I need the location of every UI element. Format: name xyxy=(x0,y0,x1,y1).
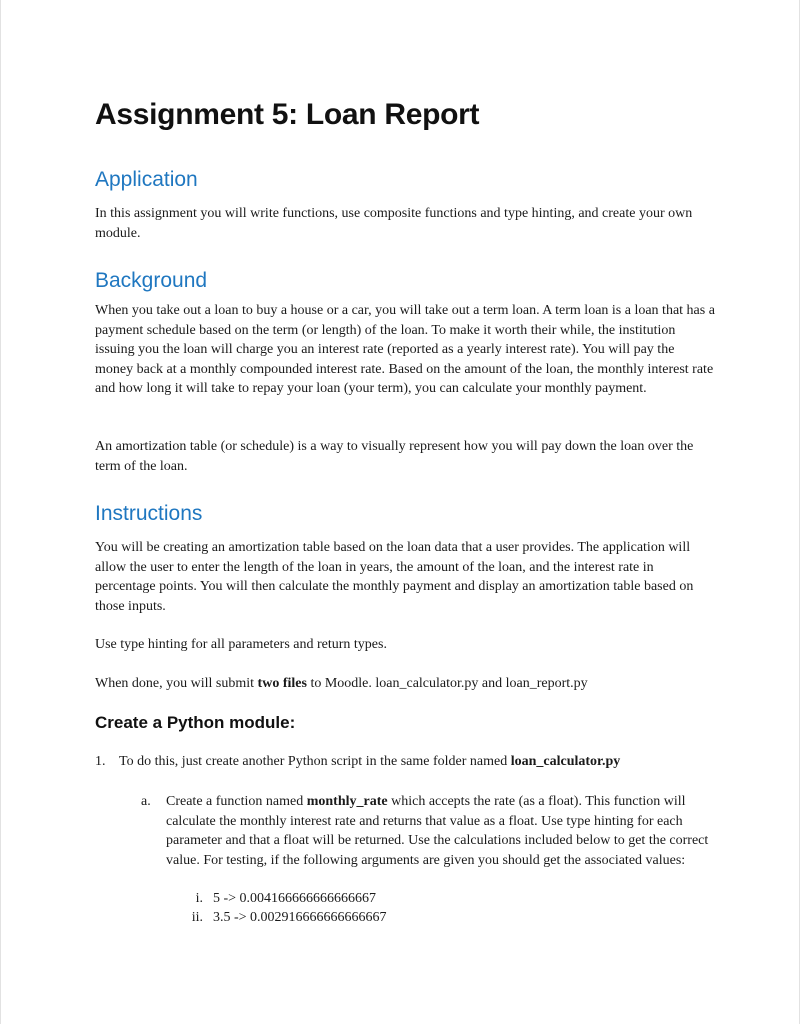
example-value-ii: 3.5 -> 0.002916666666666667 xyxy=(213,910,387,925)
application-paragraph: In this assignment you will write functions, use composite functions and type hinting, and create your own module. xyxy=(95,206,693,241)
heading-instructions: Instructions xyxy=(95,502,203,525)
instructions-paragraph-1: You will be creating an amortization table based on the loan data that a user provides. The application will allow the user to enter the length of the loan in years, the amount of the loan, and the interest rate in percentage points. You will then calculate the monthly payment and display an amortization table based on those inputs. xyxy=(95,540,694,614)
example-marker-ii: ii. xyxy=(191,910,203,925)
list-item-1 xyxy=(119,752,719,772)
heading-module: Create a Python module: xyxy=(95,713,296,732)
list-item-number: 1. xyxy=(95,754,106,769)
item1-text-pre: To do this, just create another Python script in the same folder named xyxy=(119,754,511,769)
background-paragraph-1: When you take out a loan to buy a house or a car, you will take out a term loan. A term loan is a loan that has a payment schedule based on the term (or length) of the loan. To make it worth their while, the institution issuing you the loan will charge you an interest rate (reported as a yearly interest rate). You will pay the money back at a monthly compounded interest rate. Based on the amount of the loan, the monthly interest rate and how long it will take to repay your loan (your term), you can calculate your monthly payment. xyxy=(95,303,715,396)
heading-application: Application xyxy=(95,168,198,191)
submit-text-pre: When done, you will submit xyxy=(95,676,258,691)
sublist-item-a xyxy=(166,792,731,870)
sublist-marker-a: a. xyxy=(141,794,151,809)
sub-a-text-post: which accepts the rate (as a float). This function will calculate the monthly interest rate and returns that value as a float. Use type hinting for each parameter and that a float will be returned. Use the calculations included below to get the correct value. For testing, if the following arguments are given you should get the associated values: xyxy=(166,794,709,868)
instructions-paragraph-2: Use type hinting for all parameters and return types. xyxy=(95,637,387,652)
background-paragraph-2: An amortization table (or schedule) is a way to visually represent how you will pay down the loan over the term of the loan. xyxy=(95,439,694,474)
instructions-paragraph-3 xyxy=(95,674,715,694)
heading-background: Background xyxy=(95,269,208,292)
item1-text-bold: loan_calculator.py xyxy=(510,754,621,769)
example-marker-i: i. xyxy=(195,891,203,906)
sub-a-text-pre: Create a function named xyxy=(166,794,307,809)
submit-text-post: to Moodle. loan_calculator.py and loan_report.py xyxy=(306,676,588,691)
submit-text-bold: two files xyxy=(257,676,307,691)
sub-a-text-bold: monthly_rate xyxy=(306,794,388,809)
page-title: Assignment 5: Loan Report xyxy=(95,98,480,131)
example-value-i: 5 -> 0.004166666666666667 xyxy=(213,891,377,906)
